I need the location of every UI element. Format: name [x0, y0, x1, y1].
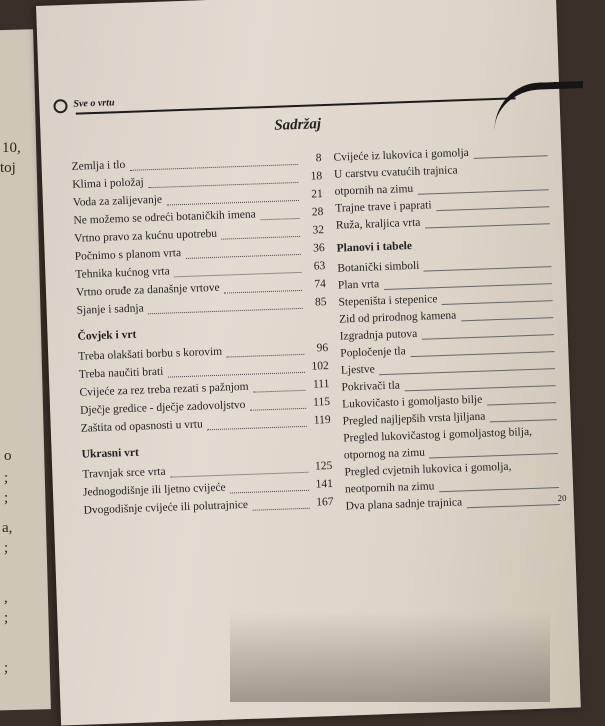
left-page-fragment: 10, [2, 140, 21, 156]
toc-entry-label: Zaštita od opasnosti u vrtu [80, 418, 203, 435]
leader-line [410, 351, 554, 357]
toc-group-intro [71, 152, 327, 323]
leader-dots [148, 308, 302, 314]
toc-entry-label: otpornog na zimu [343, 446, 426, 462]
toc-entry-label: Dva plana sadnje trajnica [345, 496, 463, 513]
toc-entry-page: 8 [315, 152, 322, 165]
flower-icon [53, 99, 67, 113]
toc-entry-page: 28 [311, 206, 324, 219]
toc-right-column [333, 144, 566, 517]
toc-entry-label: Ljestve [340, 363, 375, 377]
leader-dots [222, 236, 301, 240]
toc-entry-label: Trajne trave i paprati [335, 199, 432, 215]
left-page-fragment: ; [4, 610, 9, 626]
leader-dots [167, 200, 299, 206]
leader-line [436, 206, 549, 211]
header-title: Sve o vrtu [73, 97, 115, 110]
toc-entry-label: Pokrivači tla [341, 379, 401, 394]
toc-entry-label: Jednogodišnje ili ljetno cvijeće [82, 481, 226, 499]
toc-entry-label: Plan vrta [337, 278, 380, 292]
leader-line [425, 223, 550, 228]
toc-entry-page: 96 [316, 342, 329, 355]
toc-group-planovi [337, 255, 566, 518]
leader-dots [186, 254, 301, 259]
header-rule [76, 97, 516, 114]
toc-entry-label: Pregled lukovičastog i gomoljastog bilja, [343, 425, 533, 445]
left-page-fragment: o [4, 448, 12, 464]
section-title: Čovjek i vrt [77, 328, 137, 343]
leader-line [424, 266, 551, 271]
leader-dots [227, 354, 305, 358]
section-title: Planovi i tabele [336, 240, 413, 255]
leader-line [461, 317, 553, 321]
toc-entry-label: Zid od prirodnog kamena [338, 309, 457, 326]
leader-line [439, 487, 559, 492]
page-shadow [230, 612, 550, 702]
toc-entry-label: otpornih na zimu [334, 182, 414, 198]
section-title: Ukrasni vrt [81, 446, 140, 461]
toc-entry-label: Sjanje i sadnja [76, 302, 144, 317]
leader-dots [148, 182, 298, 188]
leader-line [442, 300, 553, 305]
toc-entry-page: 21 [311, 188, 323, 201]
leader-line [473, 155, 547, 159]
toc-entry-label: Vrtno oruđe za današnje vrtove [75, 281, 220, 299]
toc-entry-page: 20 [557, 492, 567, 504]
leader-dots [207, 426, 307, 430]
toc-entry-page: 32 [312, 224, 325, 237]
toc-entry-page: 119 [313, 413, 331, 427]
leader-line [429, 453, 557, 458]
toc-entry-label: Dvogodišnje cvijeće ili polutrajnice [83, 498, 249, 517]
leader-dots [252, 508, 309, 511]
leader-dots [170, 472, 308, 478]
toc-entry-label: Zemlja i tlo [71, 158, 126, 173]
toc-title: Sadržaj [274, 116, 322, 134]
leader-line [490, 419, 557, 422]
toc-entry-page: 74 [314, 278, 327, 291]
toc-entry-page: 115 [312, 395, 331, 409]
left-page-fragment: ; [4, 470, 9, 486]
toc-entry-page: 167 [316, 495, 334, 509]
toc-entry-label: Izgradnja putova [339, 327, 418, 343]
toc-entry-label: Treba olakšati borbu s korovim [78, 345, 223, 363]
leader-line [384, 283, 552, 290]
leader-dots [168, 372, 305, 378]
toc-entry-label: Lukovičasto i gomoljasto bilje [341, 393, 483, 411]
toc-entry-label: Cvijeće iz lukovica i gomolja [333, 146, 470, 164]
leader-line [404, 385, 555, 391]
toc-entry-label: Tehnika kućnog vrta [75, 265, 170, 281]
leader-line [487, 402, 556, 405]
toc-entry-label: Ruža, kraljica vrta [335, 216, 421, 232]
leader-dots [253, 390, 305, 393]
toc-entry-label: Botanički simboli [337, 259, 420, 275]
toc-entry-page: 141 [315, 477, 334, 491]
leader-line [467, 504, 560, 508]
toc-entry-page: 18 [310, 170, 323, 183]
toc-group-intro-right [333, 144, 556, 237]
toc-entry-label: U carstvu cvatućih trajnica [333, 164, 458, 181]
header-curve [493, 81, 585, 131]
toc-entry-label: Vrtno pravo za kućnu upotrebu [73, 227, 218, 245]
left-page-fragment: , [4, 590, 8, 606]
toc-entry-label: Travnjak srce vrta [82, 465, 166, 481]
running-header [53, 82, 553, 119]
leader-line [418, 189, 549, 195]
left-page-fragment: toj [0, 160, 16, 176]
toc-group-covjek [78, 342, 331, 441]
leader-dots [230, 490, 309, 494]
toc-entry-label: Dječje gredice - dječje zadovoljstvo [79, 398, 246, 417]
leader-dots [130, 164, 298, 171]
toc-left-column [71, 152, 333, 523]
toc-entry-page: 36 [312, 242, 325, 255]
left-page-fragment: ; [4, 660, 9, 676]
leader-dots [224, 290, 302, 294]
toc-entry-page: 85 [314, 296, 327, 309]
toc-entry-page: 63 [313, 260, 326, 273]
leader-line [422, 334, 554, 340]
leader-dots [250, 408, 306, 411]
toc-entry-label: Ne možemo se odreći botaničkih imena [73, 208, 256, 227]
leader-dots [174, 272, 301, 277]
toc-entry-page: 111 [312, 377, 330, 391]
toc-entry-label: Pregled cvjetnih lukovica i gomolja, [344, 460, 512, 479]
toc-entry-page: 125 [314, 459, 333, 473]
toc-group-ukrasni [82, 460, 334, 523]
toc-entry-label: Stepeništa i stepenice [338, 293, 438, 309]
toc-entry-page: 102 [311, 360, 329, 373]
toc-entry-label: Voda za zalijevanje [72, 193, 163, 209]
toc-entry-label: Cvijeće za rez treba rezati s pažnjom [79, 380, 249, 399]
left-page-fragment: ; [4, 490, 9, 506]
left-page-fragment: ; [4, 540, 9, 556]
left-page-fragment: a, [2, 520, 13, 536]
toc-entry-label: Počnimo s planom vrta [74, 247, 182, 263]
toc-entry-label: Treba naučiti brati [78, 365, 164, 381]
toc-entry-label: neotpornih na zimu [344, 480, 435, 496]
toc-entry-label: Klima i položaj [72, 176, 144, 191]
toc-entry-label: Popločenje tla [340, 345, 406, 360]
toc-entry-label: Pregled najljepših vrsta ljiljana [342, 410, 486, 428]
